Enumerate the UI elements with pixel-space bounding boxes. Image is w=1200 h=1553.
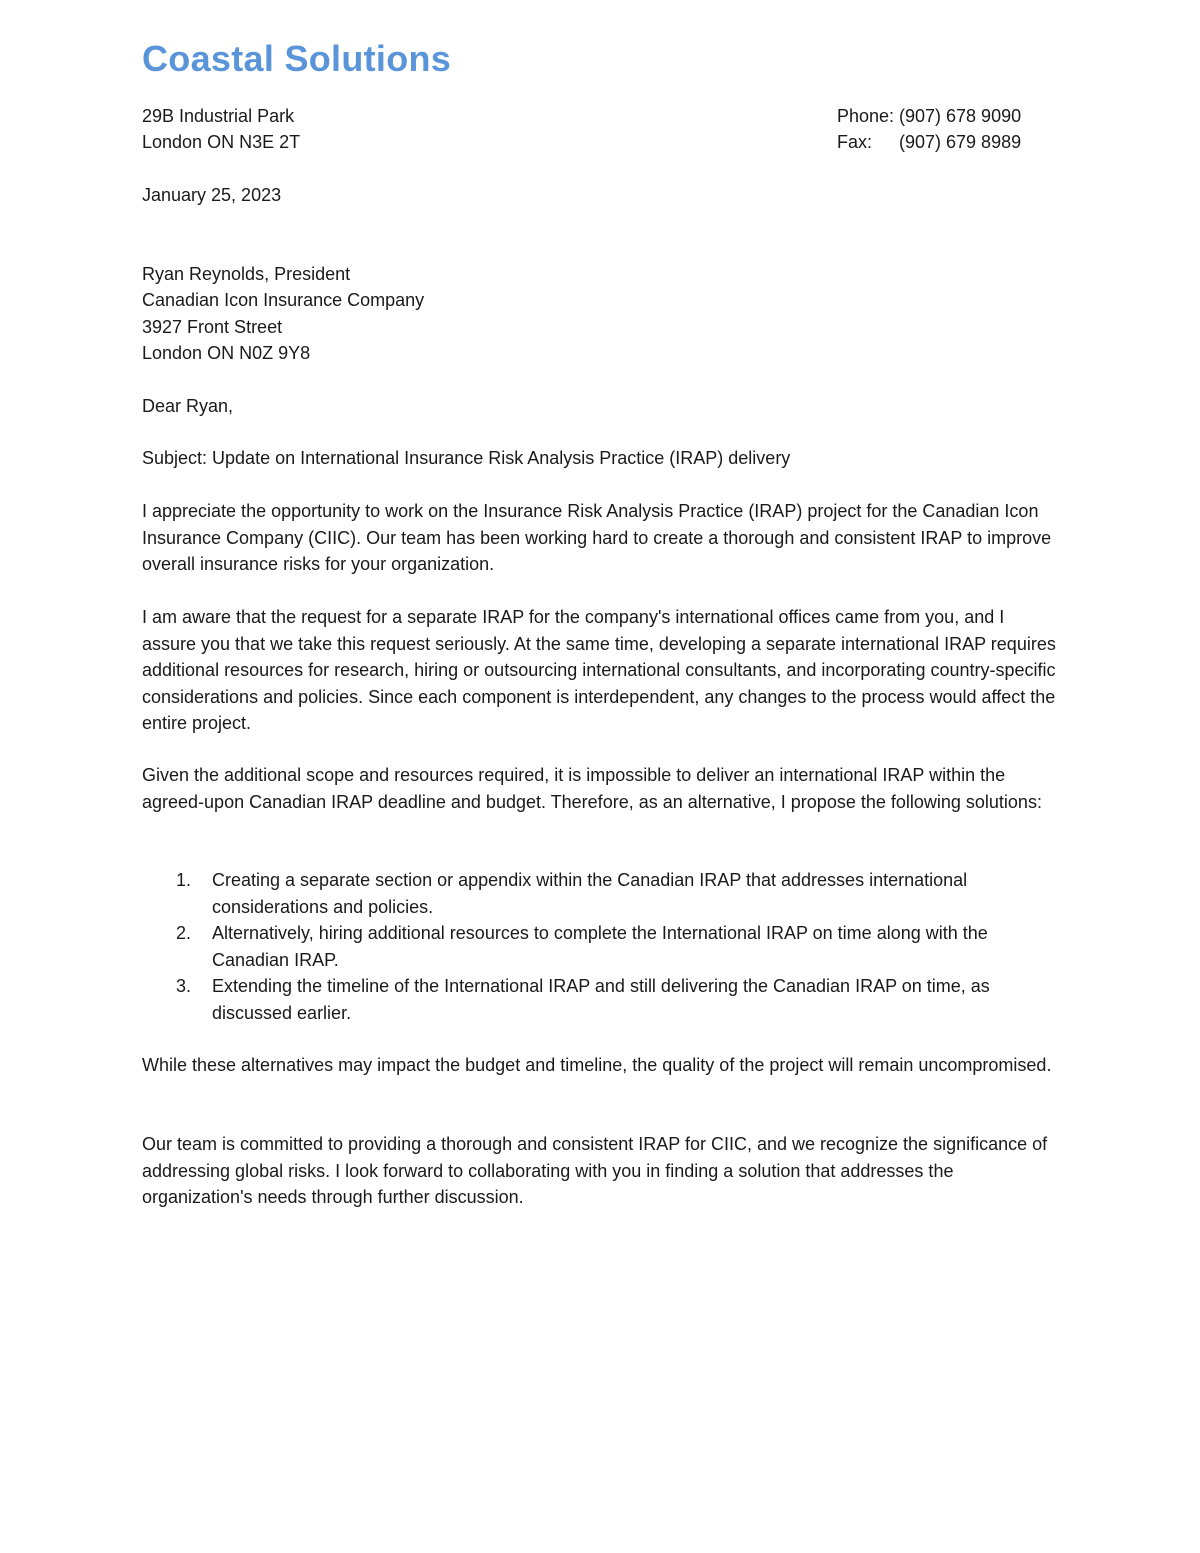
list-item-text: Extending the timeline of the International IRAP and still delivering the Canadian IRAP on time, as discussed earlier. <box>212 976 990 1023</box>
body-paragraph: I appreciate the opportunity to work on the Insurance Risk Analysis Practice (IRAP) project for the Canadian Icon Insurance Company (CIIC). Our team has been working hard to create a thorough and consistent IRAP to improve overall insurance risks for your organization. <box>142 501 1052 574</box>
list-item <box>142 920 1062 973</box>
list-item-text: Creating a separate section or appendix within the Canadian IRAP that addresses international considerations and policies. <box>212 870 968 917</box>
fax-line <box>837 129 1021 155</box>
subject-line: Subject: Update on International Insurance Risk Analysis Practice (IRAP) delivery <box>142 448 791 468</box>
list-item-number: 2. <box>176 923 192 943</box>
recipient-name-title: Ryan Reynolds, President <box>142 264 351 284</box>
salutation: Dear Ryan, <box>142 396 234 416</box>
recipient-city: London ON N0Z 9Y8 <box>142 343 311 363</box>
letter-date: January 25, 2023 <box>142 185 282 205</box>
phone-line <box>837 103 1021 129</box>
closing-paragraph: Our team is committed to providing a thorough and consistent IRAP for CIIC, and we recognize the significance of addressing global risks. I look forward to collaborating with you in finding a solution that addresses the organization's needs through further discussion. <box>142 1134 1048 1207</box>
solutions-list <box>142 867 1062 1026</box>
recipient-street: 3927 Front Street <box>142 317 283 337</box>
list-item-text: Alternatively, hiring additional resources to complete the International IRAP on time along with the Canadian IRAP. <box>212 923 988 970</box>
list-item-number: 3. <box>176 976 192 996</box>
body-paragraph: I am aware that the request for a separate IRAP for the company's international offices came from you, and I assure you that we take this request seriously. At the same time, developing a separate international IRAP requires additional resources for research, hiring or outsourcing international consultants, and incorporating country-specific considerations and policies. Since each component is interdependent, any changes to the process would affect the entire project. <box>142 607 1056 733</box>
fax-value: (907) 679 8989 <box>899 132 1022 152</box>
sender-address-line1: 29B Industrial Park <box>142 106 295 126</box>
fax-label: Fax: <box>837 132 873 152</box>
sender-address-line2: London ON N3E 2T <box>142 132 301 152</box>
closing-paragraph: While these alternatives may impact the budget and timeline, the quality of the project will remain uncompromised. <box>142 1055 1052 1075</box>
list-item <box>142 973 1062 1026</box>
phone-label: Phone: <box>837 106 895 126</box>
phone-value: (907) 678 9090 <box>899 106 1022 126</box>
recipient-company: Canadian Icon Insurance Company <box>142 290 425 310</box>
company-name: Coastal Solutions <box>142 38 452 79</box>
list-item-number: 1. <box>176 870 192 890</box>
list-item <box>142 867 1062 920</box>
body-paragraph: Given the additional scope and resources required, it is impossible to deliver an international IRAP within the agreed-upon Canadian IRAP deadline and budget. Therefore, as an alternative, I propose the following solutions: <box>142 765 1042 812</box>
